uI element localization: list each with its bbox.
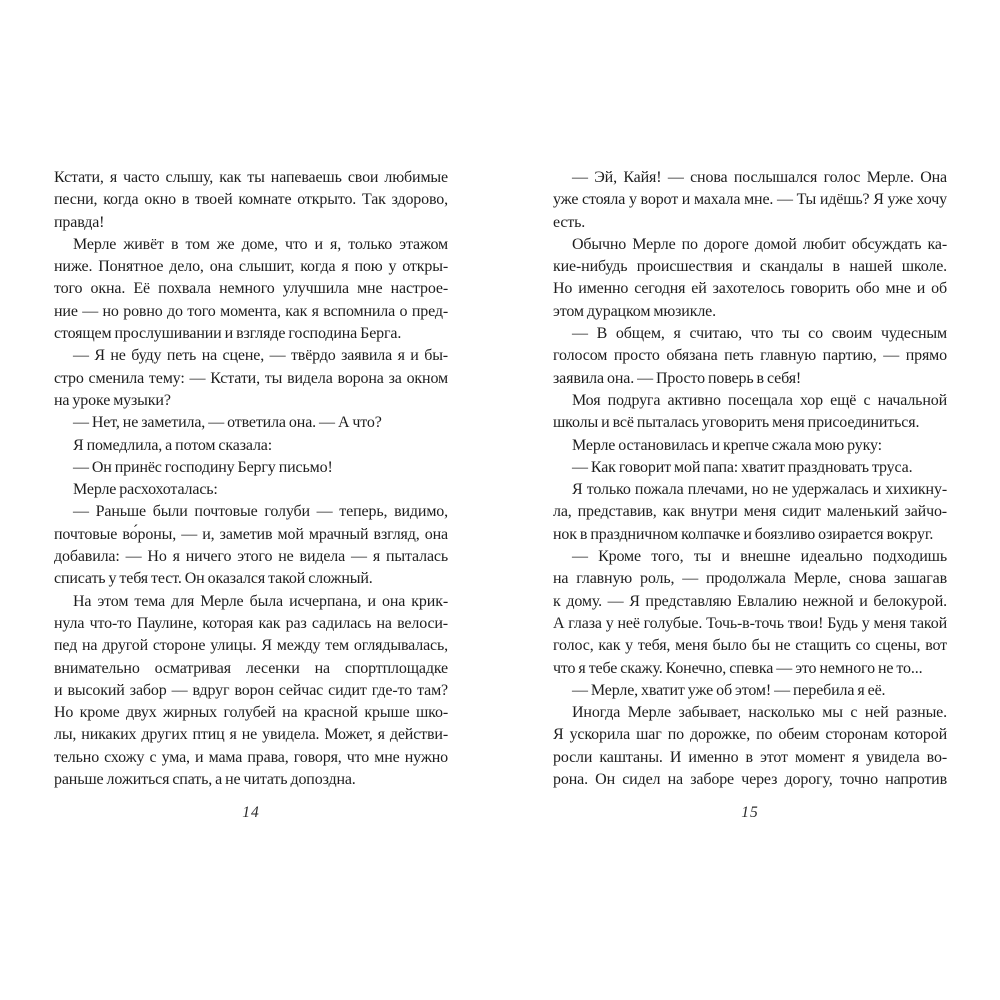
text-line: — Эй, Кайя! — снова послышался голос Мерле. Она — [572, 169, 947, 186]
text-line: Мерле живёт в том же доме, что и я, только этажом — [73, 235, 448, 253]
text-line: Но кроме двух жирных голубей на красной крыше шко- — [54, 704, 448, 722]
text-line: тельно схожу с ума, и мама права, говоря, что мне нужно — [54, 748, 448, 766]
text-line: на уроке музыки? — [54, 391, 171, 409]
text-line: к дому. — Я представляю Евлалию нежной и белокурой. — [553, 592, 947, 610]
text-line: Моя подруга активно посещала хор ещё с начальной — [572, 391, 947, 409]
text-line: почтовые во́роны, — и, заметив мой мрачный взгляд, она — [54, 525, 448, 543]
text-line: — Кроме того, ты и внешне идеально подходишь — [572, 548, 947, 566]
text-line: стро сменила тему: — Кстати, ты видела ворона за окном — [54, 369, 448, 387]
text-line: Я ускорила шаг по дорожке, по обеим сторонам которой — [553, 726, 947, 744]
text-line: — Нет, не заметила, — ответила она. — А что? — [73, 414, 382, 432]
text-line: раньше ложиться спать, а не читать допоздна. — [54, 771, 356, 789]
text-line: Я помедлила, а потом сказала: — [73, 436, 273, 454]
text-line: ла, представив, как внутри меня сидит маленький зайчо- — [553, 503, 947, 521]
page-left — [54, 167, 448, 822]
text-line: Обычно Мерле по дороге домой любит обсуждать ка- — [572, 235, 947, 253]
text-line: На этом тема для Мерле была исчерпана, и она крик- — [73, 592, 448, 610]
text-line: и высокий забор — вдруг ворон сейчас сидит где-то там? — [54, 681, 448, 699]
text-line: на главную роль, — продолжала Мерле, снова зашагав — [553, 570, 947, 588]
text-line: школы и всё пыталась уговорить меня присоединиться. — [553, 414, 920, 432]
text-line: росли каштаны. И именно в этот момент я увидела во- — [553, 748, 947, 766]
text-line: Кстати, я часто слышу, как ты напеваешь свои любимые — [54, 169, 448, 186]
page-right — [553, 167, 947, 822]
text-line: Я только пожала плечами, но не удержалась и хихикну- — [572, 481, 947, 499]
text-line: есть. — [553, 213, 586, 231]
text-line: кие-нибудь происшествия и скандалы в нашей школе. — [553, 258, 947, 276]
text-line: — Раньше были почтовые голуби — теперь, видимо, — [73, 503, 448, 521]
text-line: пед на другой стороне улицы. Я между тем оглядывалась, — [54, 637, 448, 655]
page-number: 15 — [741, 804, 759, 822]
text-line: правда! — [54, 213, 105, 231]
text-line: — В общем, я считаю, что ты со своим чудесным — [572, 325, 947, 343]
text-line: — Он принёс господину Бергу письмо! — [73, 458, 333, 476]
text-line: рона. Он сидел на заборе через дорогу, точно напротив — [553, 771, 947, 789]
text-line: добавила: — Но я ничего этого не видела — я пыталась — [54, 548, 448, 566]
text-line: — Мерле, хватит уже об этом! — перебила я её. — [572, 681, 886, 699]
text-line: лы, никаких других птиц я не увидела. Может, я действи- — [54, 726, 448, 744]
text-line: песни, когда окно в твоей комнате открыто. Так здорово, — [54, 191, 448, 209]
text-line: Иногда Мерле забывает, насколько мы с ней разные. — [572, 704, 947, 722]
text-line: этом дурацком мюзикле. — [553, 302, 716, 320]
page-text — [553, 167, 947, 791]
text-line: Мерле остановилась и крепче сжала мою руку: — [572, 436, 882, 454]
text-line: списать у тебя тест. Он оказался такой сложный. — [54, 570, 373, 588]
text-line: ниже. Понятное дело, она слышит, когда я пою у откры- — [54, 258, 448, 276]
text-line: нула что-то Паулине, которая как раз садилась на велоси- — [54, 614, 448, 632]
text-line: нок в праздничном колпачке и боязливо озирается вокруг. — [553, 525, 934, 543]
text-line: Мерле расхохоталась: — [73, 481, 218, 499]
text-line: того окна. Её похвала немного улучшила мне настрое- — [54, 280, 448, 298]
text-line: уже стояла у ворот и махала мне. — Ты идёшь? Я уже хочу — [553, 191, 947, 209]
text-line: голос, как у тебя, меня было бы не стащить со сцены, вот — [553, 637, 947, 655]
text-line: заявила она. — Просто поверь в себя! — [553, 369, 802, 387]
text-line: внимательно осматривая лесенки на спортплощадке — [54, 659, 448, 677]
page-number: 14 — [242, 804, 260, 822]
text-line: Но именно сегодня ей захотелось говорить обо мне и об — [553, 280, 947, 298]
text-line: голосом просто обязана петь главную партию, — прямо — [553, 347, 947, 365]
text-line: что я тебе скажу. Конечно, спевка — это немного не то... — [553, 659, 923, 677]
text-line: — Я не буду петь на сцене, — твёрдо заявила я и бы- — [73, 347, 448, 365]
text-line: ние — но ровно до того момента, как я вспомнила о пред- — [54, 302, 448, 320]
text-line: — Как говорит мой папа: хватит праздновать труса. — [572, 458, 913, 476]
text-line: стоящем прослушивании и взгляде господина Берга. — [54, 325, 402, 343]
text-line: А глаза у неё голубые. Точь-в-точь твои! Будь у меня такой — [553, 614, 947, 632]
page-text — [54, 167, 448, 791]
